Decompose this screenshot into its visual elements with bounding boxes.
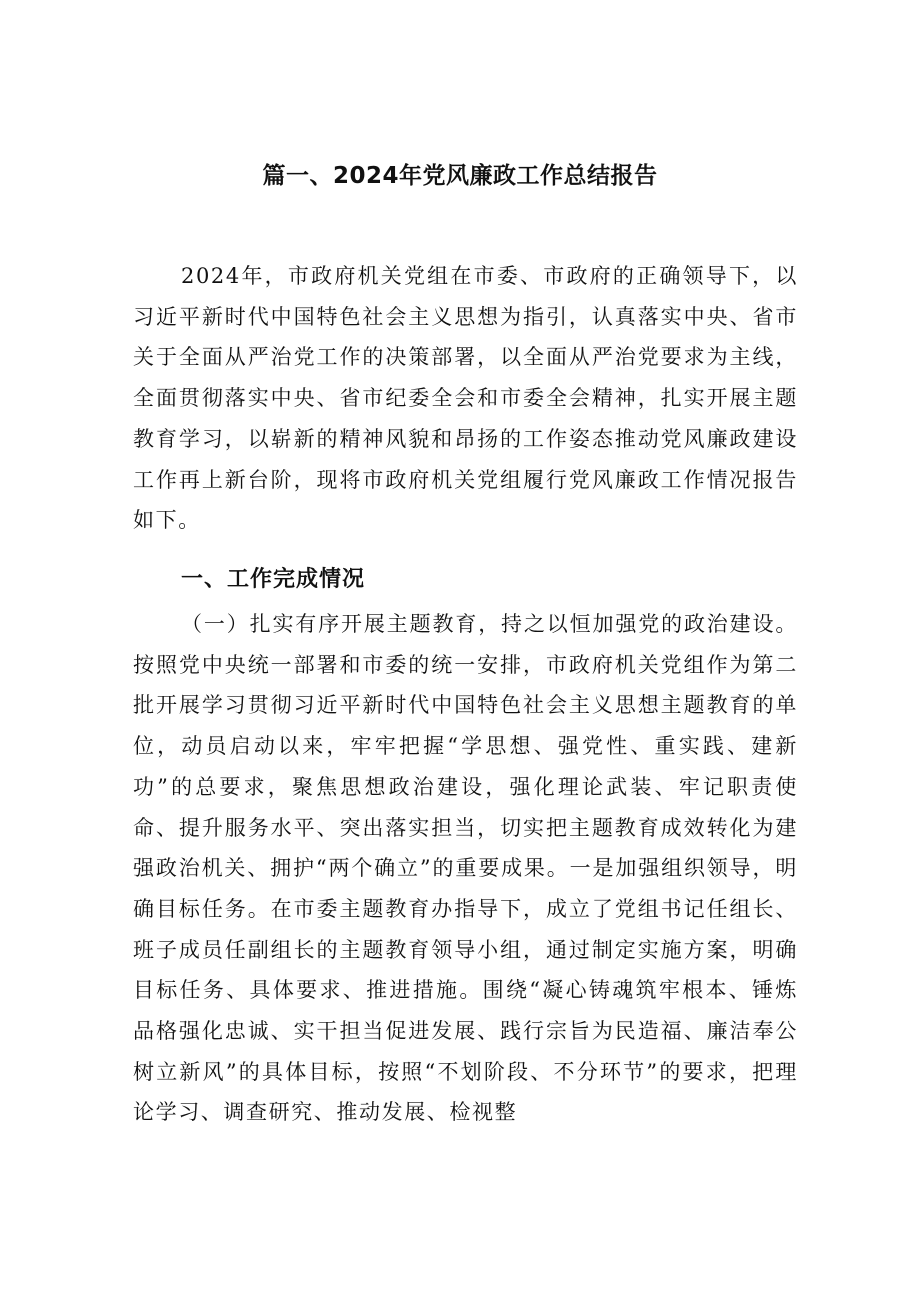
section-heading: 一、工作完成情况 [181,567,366,592]
section-paragraph: （一）扎实有序开展主题教育，持之以恒加强党的政治建设。按照党中央统一部署和市委的统一安排，市政府机关党组作为第二批开展学习贯彻习近平新时代中国特色社会主义思想主题教育的单位，动员启动以来，牢牢把握“学思想、强党性、重实践、建新功”的总要求，聚焦思想政治建设，强化理论武装、牢记职责使命、提升服务水平、突出落实担当，切实把主题教育成效转化为建强政治机关、拥护“两个确立”的重要成果。一是加强组织领导，明确目标任务。在市委主题教育办指导下，成立了党组书记任组长、班子成员任副组长的主题教育领导小组，通过制定实施方案，明确目标任务、具体要求、推进措施。围绕“凝心铸魂筑牢根本、锤炼品格强化忠诚、实干担当促进发展、践行宗旨为民造福、廉洁奉公树立新风”的具体目标，按照“不划阶段、不分环节”的要求，把理论学习、调查研究、推动发展、检视整 [133,612,798,1125]
document-title: 篇一、2024年党风廉政工作总结报告 [262,163,658,189]
intro-paragraph: 2024年，市政府机关党组在市委、市政府的正确领导下，以习近平新时代中国特色社会主义思想为指引，认真落实中央、省市关于全面从严治党工作的决策部署，以全面从严治党要求为主线，全面贯彻落实中央、省市纪委全会和市委全会精神，扎实开展主题教育学习，以崭新的精神风貌和昂扬的工作姿态推动党风廉政建设工作再上新台阶，现将市政府机关党组履行党风廉政工作情况报告如下。 [133,264,798,533]
